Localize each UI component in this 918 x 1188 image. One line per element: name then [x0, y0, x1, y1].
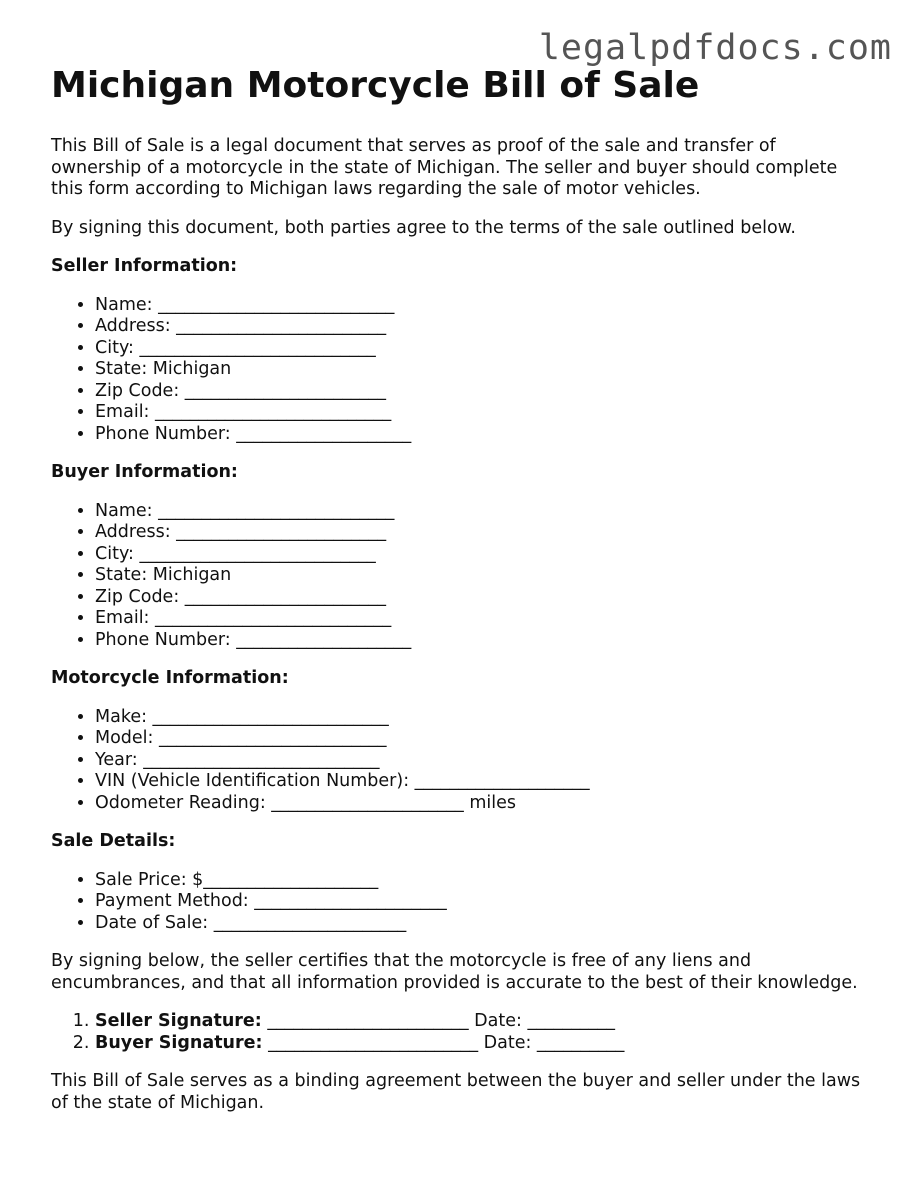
intro-paragraph: This Bill of Sale is a legal document that serves as proof of the sale and transfer of ownership of a motorcycle in the state of Michigan. The seller and buyer should complete this form according to Michigan laws regarding the sale of motor vehicles.: [51, 136, 838, 200]
buyer-state-field: • State: Michigan: [95, 565, 871, 587]
seller-state-field: • State: Michigan: [95, 359, 871, 381]
seller-signature-line: [95, 1011, 871, 1033]
sale-price-field: • Sale Price: $____________________: [95, 870, 871, 892]
odometer-field: • Odometer Reading: ______________________ miles: [95, 793, 871, 815]
seller-signature-label: Seller Signature:: [95, 1011, 262, 1032]
seller-signature-blanks: _______________________ Date: __________: [261, 1011, 615, 1032]
buyer-phone-field: • Phone Number: ____________________: [95, 630, 871, 652]
document-body: [51, 64, 871, 1131]
page-title: Michigan Motorcycle Bill of Sale: [51, 65, 700, 106]
sale-list: [51, 870, 871, 935]
buyer-email-field: • Email: ___________________________: [95, 608, 871, 630]
date-of-sale-field: • Date of Sale: ______________________: [95, 913, 871, 935]
payment-method-field: • Payment Method: ______________________: [95, 891, 871, 913]
signature-list: [51, 1011, 871, 1054]
buyer-signature-label: Buyer Signature:: [95, 1032, 263, 1053]
buyer-name-field: • Name: ___________________________: [95, 501, 871, 523]
agreement-paragraph: By signing this document, both parties agree to the terms of the sale outlined below.: [51, 217, 796, 238]
seller-name-field: • Name: ___________________________: [95, 295, 871, 317]
make-field: • Make: ___________________________: [95, 707, 871, 729]
seller-address-field: • Address: ________________________: [95, 316, 871, 338]
buyer-signature-line: [95, 1033, 871, 1055]
seller-phone-field: • Phone Number: ____________________: [95, 424, 871, 446]
seller-heading: Seller Information:: [51, 256, 238, 277]
seller-zip-field: • Zip Code: _______________________: [95, 381, 871, 403]
motorcycle-list: [51, 707, 871, 815]
buyer-list: [51, 501, 871, 652]
vin-field: • VIN (Vehicle Identification Number): ____________________: [95, 771, 871, 793]
closing-paragraph: This Bill of Sale serves as a binding agreement between the buyer and seller under the laws of the state of Michigan.: [51, 1071, 861, 1113]
buyer-city-field: • City: ___________________________: [95, 544, 871, 566]
seller-list: [51, 295, 871, 446]
buyer-address-field: • Address: ________________________: [95, 522, 871, 544]
certification-paragraph: By signing below, the seller certifies that the motorcycle is free of any liens and encumbrances, and that all information provided is accurate to the best of their knowledge.: [51, 951, 858, 993]
seller-email-field: • Email: ___________________________: [95, 402, 871, 424]
model-field: • Model: __________________________: [95, 728, 871, 750]
sale-heading: Sale Details:: [51, 831, 176, 852]
motorcycle-heading: Motorcycle Information:: [51, 668, 289, 689]
buyer-heading: Buyer Information:: [51, 462, 238, 483]
buyer-zip-field: • Zip Code: _______________________: [95, 587, 871, 609]
watermark: legalpdfdocs.com: [538, 28, 892, 68]
year-field: • Year: ___________________________: [95, 750, 871, 772]
buyer-signature-blanks: ________________________ Date: __________: [262, 1032, 625, 1053]
seller-city-field: • City: ___________________________: [95, 338, 871, 360]
